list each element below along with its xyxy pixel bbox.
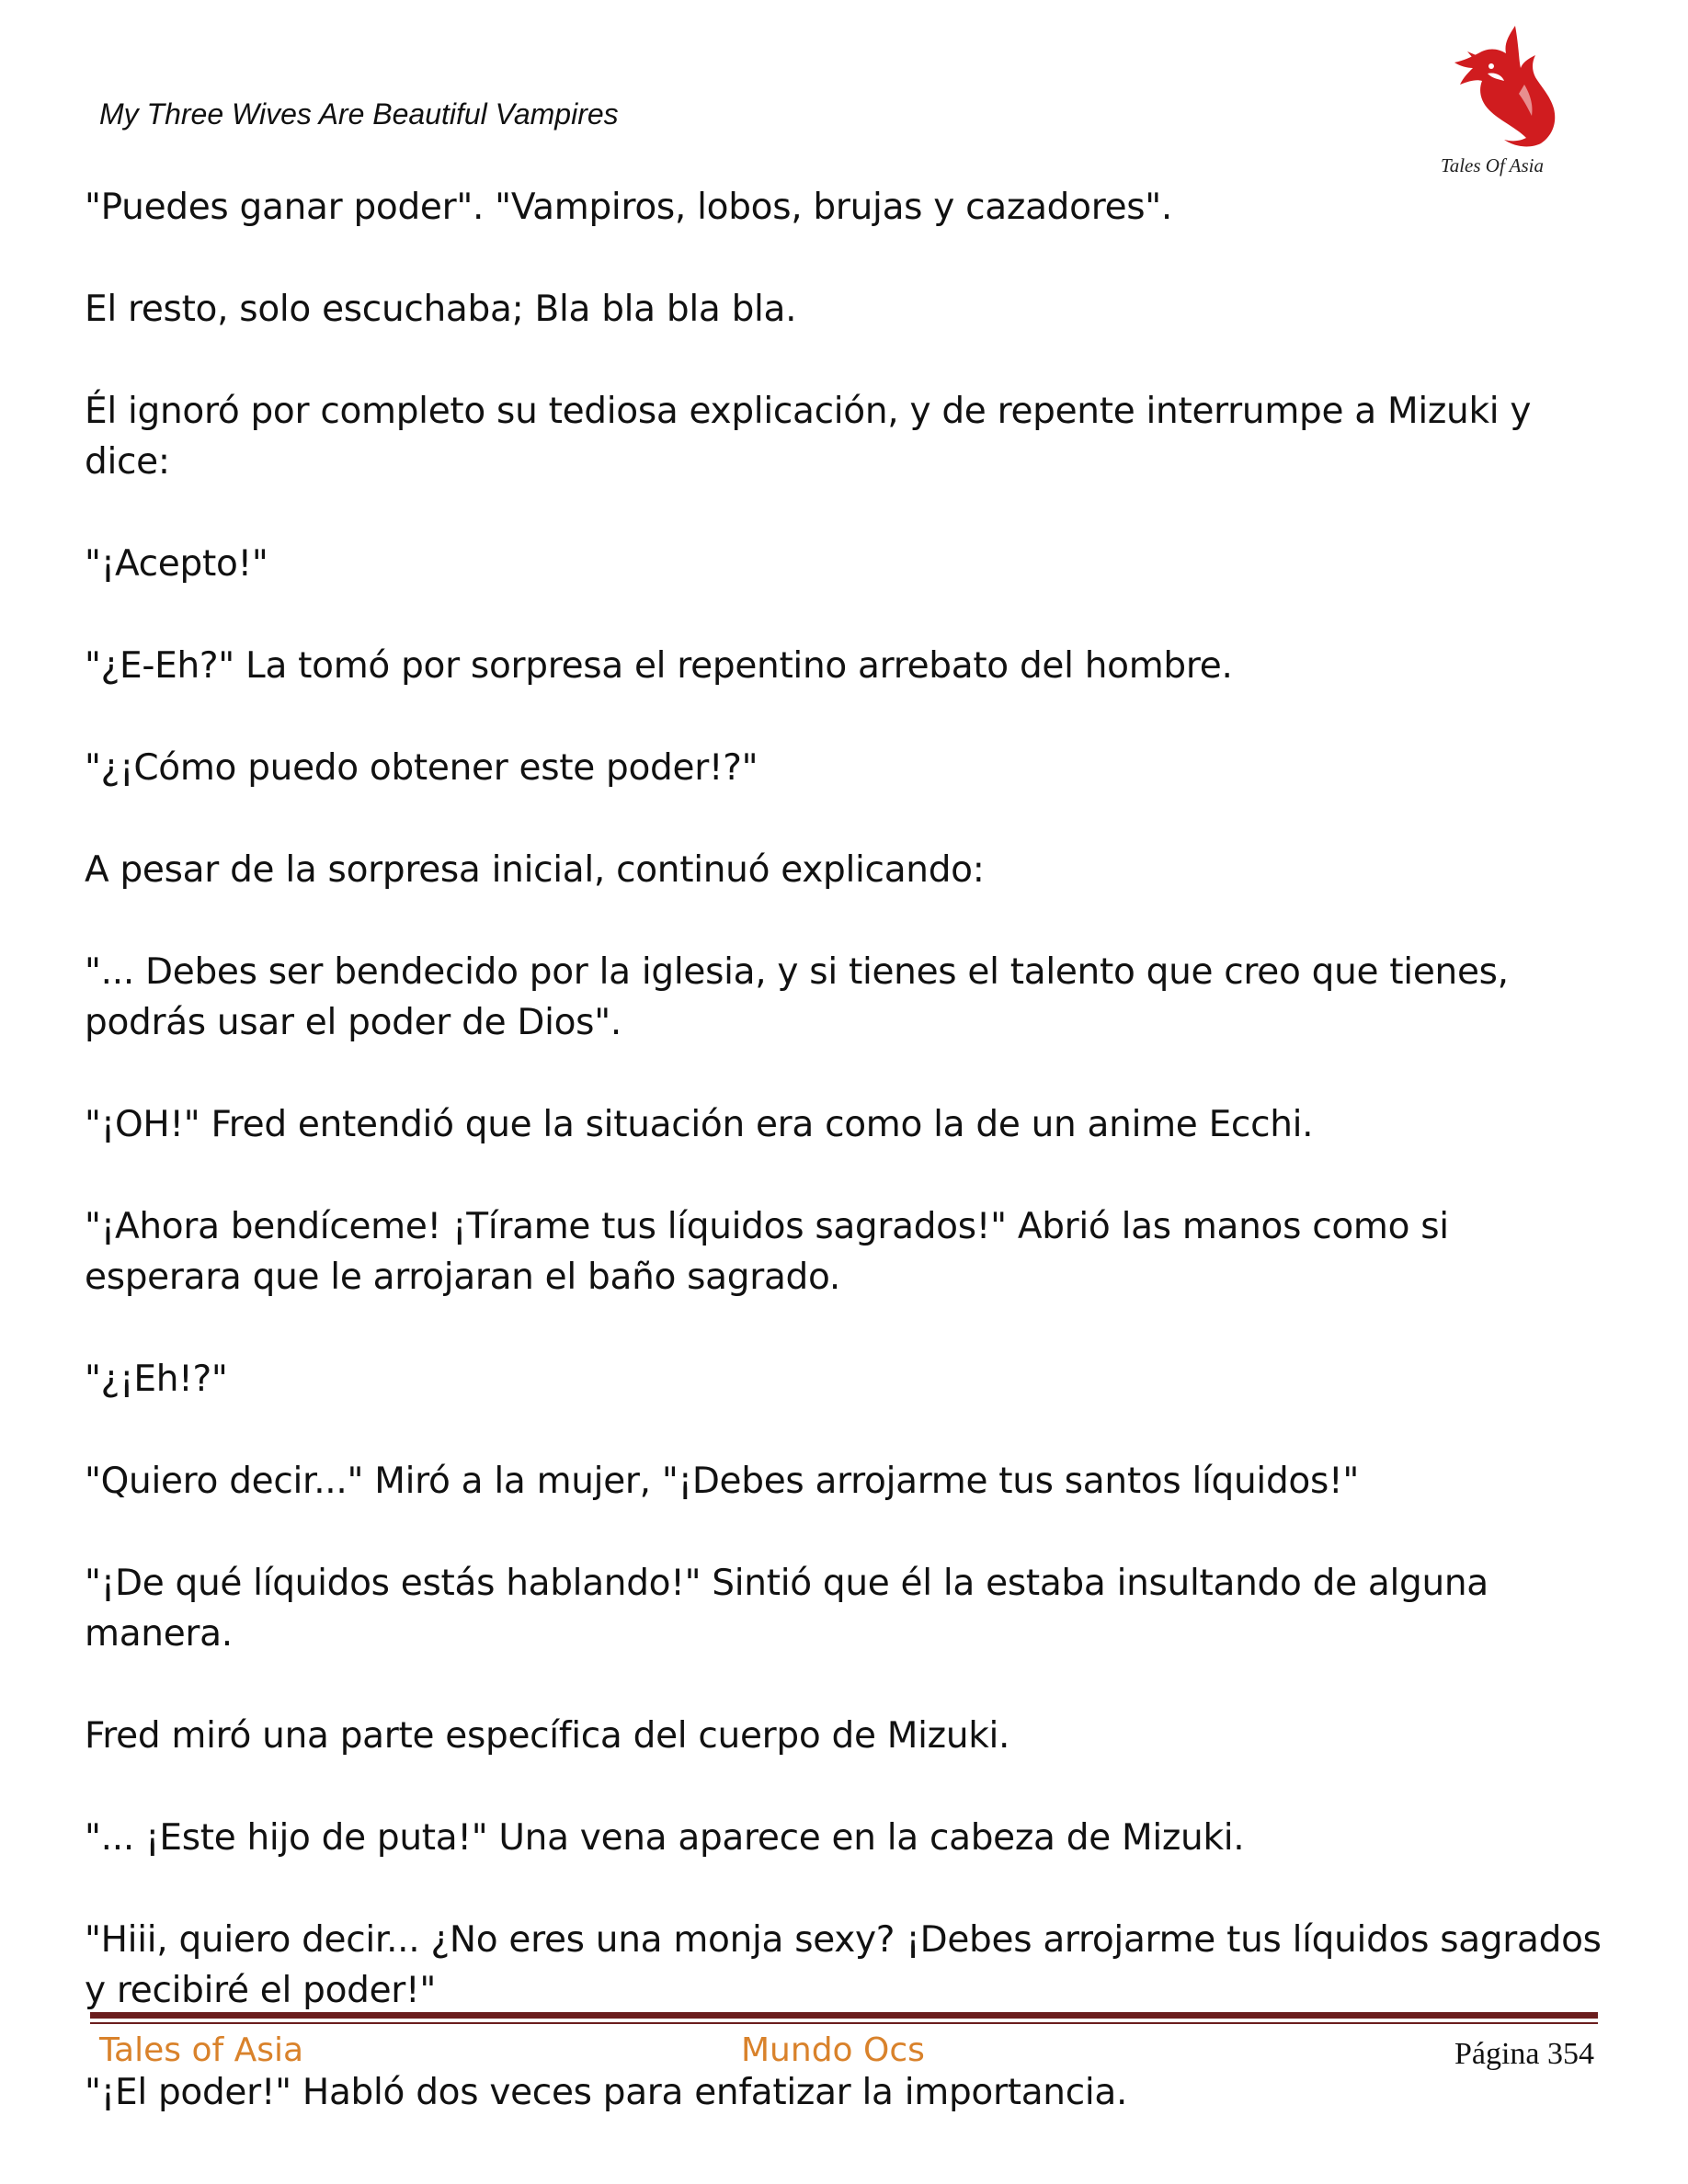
paragraph: El resto, solo escuchaba; Bla bla bla bla. (85, 289, 797, 330)
paragraph: "¡De qué líquidos estás hablando!" Sintió que él la estaba insultando de alguna manera. (85, 1563, 1488, 1655)
paragraph: A pesar de la sorpresa inicial, continuó explicando: (85, 849, 985, 891)
paragraph: Él ignoró por completo su tediosa explicación, y de repente interrumpe a Mizuki y dice: (85, 391, 1532, 483)
book-title: My Three Wives Are Beautiful Vampires (99, 97, 619, 131)
footer-divider (90, 2012, 1598, 2019)
paragraph: "¿¡Cómo puedo obtener este poder!?" (85, 747, 758, 789)
publisher-logo (1423, 20, 1561, 182)
footer-divider-thin (90, 2022, 1598, 2024)
paragraph: "¡Ahora bendíceme! ¡Tírame tus líquidos sagrados!" Abrió las manos como si esperara que le arrojaran el baño sagrado. (85, 1206, 1449, 1298)
red-dragon-icon (1423, 20, 1561, 158)
footer-site: Mundo Ocs (741, 2031, 925, 2069)
paragraph: "Puedes ganar poder". "Vampiros, lobos, brujas y cazadores". (85, 187, 1173, 228)
paragraph: "Hiii, quiero decir... ¿No eres una monja sexy? ¡Debes arrojarme tus líquidos sagrados y recibiré el poder!" (85, 1919, 1602, 2011)
page-number: Página 354 (1454, 2037, 1594, 2071)
paragraph: "¡OH!" Fred entendió que la situación era como la de un anime Ecchi. (85, 1104, 1314, 1145)
logo-text: Tales Of Asia (1440, 154, 1545, 176)
paragraph: "¡Acepto!" (85, 543, 268, 585)
paragraph: "¡El poder!" Habló dos veces para enfatizar la importancia. (85, 2072, 1128, 2113)
paragraph: "Quiero decir..." Miró a la mujer, "¡Debes arrojarme tus santos líquidos!" (85, 1461, 1359, 1502)
paragraph: "... ¡Este hijo de puta!" Una vena aparece en la cabeza de Mizuki. (85, 1817, 1245, 1859)
paragraph: "... Debes ser bendecido por la iglesia, y si tienes el talento que creo que tienes, podrás usar el poder de Dios". (85, 951, 1509, 1043)
body-text (85, 182, 1611, 2169)
footer-publisher: Tales of Asia (99, 2031, 304, 2069)
paragraph: "¿E-Eh?" La tomó por sorpresa el repentino arrebato del hombre. (85, 645, 1233, 687)
paragraph: Fred miró una parte específica del cuerpo de Mizuki. (85, 1715, 1010, 1757)
paragraph: "¿¡Eh!?" (85, 1359, 228, 1400)
